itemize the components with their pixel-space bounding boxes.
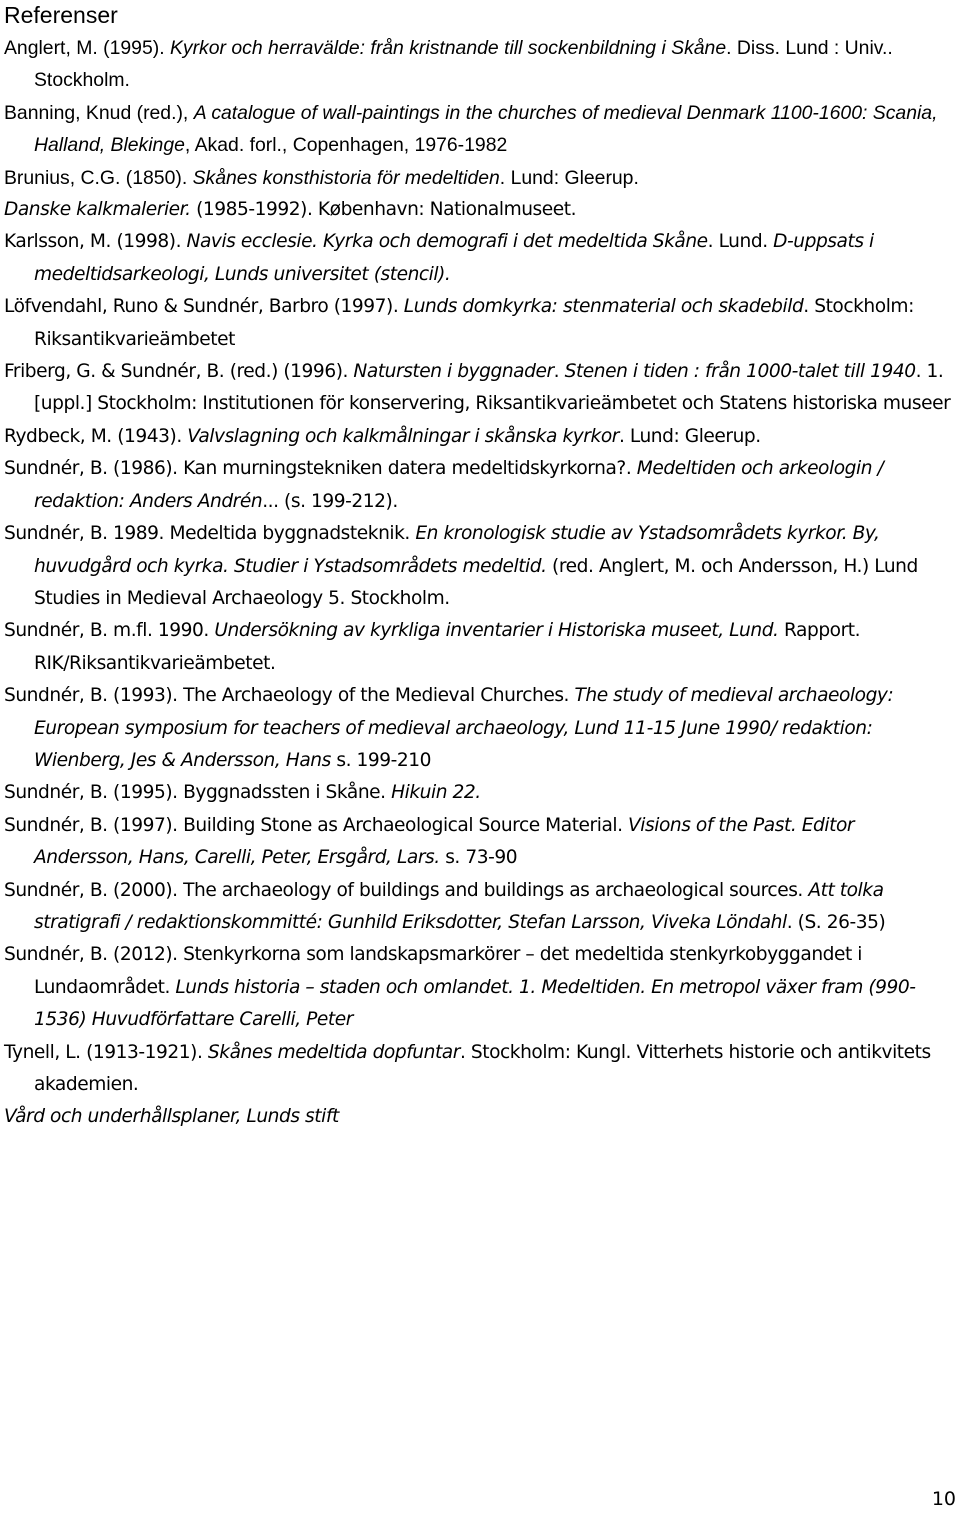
reference-text-segment: Sundnér, B. 1989. Medeltida byggnadsteknik. <box>4 523 416 545</box>
reference-title-segment: D-uppsats i medeltidsarkeologi, Lunds universitet (stencil). <box>34 231 874 285</box>
reference-text-segment: Sundnér, B. (2000). The archaeology of buildings and buildings as archaeological sources. <box>4 879 809 901</box>
reference-text-segment: . Stockholm: Kungl. Vitterhets historie och antikvitets akademien. <box>34 1041 931 1095</box>
reference-entry <box>0 32 956 97</box>
reference-title-segment: The study of medieval archaeology: European symposium for teachers of medieval archaeology, Lund 11-15 June 1990/ redaktion: Wienberg, Jes & Andersson, Hans <box>34 685 894 771</box>
reference-title-segment: Visions of the Past. Editor Andersson, Hans, Carelli, Peter, Ersgård, Lars. <box>34 814 855 869</box>
reference-text-segment: Anglert, M. (1995). <box>4 37 170 59</box>
reference-text-segment: Brunius, C.G. (1850). <box>4 166 193 189</box>
reference-text-segment: Tynell, L. (1913-1921). <box>4 1041 208 1063</box>
reference-text-segment: Sundnér, B. (1993). The Archaeology of the Medieval Churches. <box>4 685 575 707</box>
reference-title-segment: Natursten i byggnader <box>353 361 554 383</box>
reference-entry <box>0 615 956 680</box>
reference-text-segment: Rydbeck, M. (1943). <box>4 425 188 447</box>
reference-text-segment: Banning, Knud (red.), <box>4 101 194 124</box>
reference-entry <box>0 226 956 291</box>
reference-text-segment: . 1. [uppl.] Stockholm: Institutionen för konservering, Riksantikvarieämbetet och Statens historiska museer <box>34 361 951 415</box>
reference-entry <box>0 680 956 777</box>
reference-text-segment: Sundnér, B. (1986). Kan murningstekniken datera medeltidskyrkorna?. <box>4 458 637 480</box>
reference-entry <box>0 1101 956 1133</box>
reference-entry <box>0 1037 956 1102</box>
reference-text-segment: Rapport. RIK/Riksantikvarieämbetet. <box>34 620 861 674</box>
reference-title-segment: Att tolka stratigrafi / redaktionskommitté: Gunhild Eriksdotter, Stefan Larsson, Viveka Löndahl <box>34 879 884 933</box>
reference-title-segment: Lunds historia – staden och omlandet. 1. Medeltiden. En metropol växer fram (990-1536) Huvudförfattare Carelli, Peter <box>34 976 916 1031</box>
reference-title-segment: En kronologisk studie av Ystadsområdets kyrkor. By, huvudgård och kyrka. Studier i Ystadsområdets medeltid. <box>34 523 880 577</box>
reference-title-segment: Vård och underhållsplaner, Lunds stift <box>4 1106 339 1128</box>
reference-entry <box>0 356 956 421</box>
reference-text-segment: Sundnér, B. (1997). Building Stone as Archaeological Source Material. <box>4 814 629 836</box>
reference-entry <box>0 518 956 615</box>
reference-text-segment: Sundnér, B. (1995). Byggnadssten i Skåne. <box>4 782 392 804</box>
reference-text-segment: Karlsson, M. (1998). <box>4 231 187 253</box>
reference-text-segment: . <box>553 361 565 383</box>
reference-title-segment: Skånes medeltida dopfuntar <box>207 1041 460 1063</box>
reference-text-segment: . Lund: Gleerup. <box>499 166 639 189</box>
reference-text-segment: (1985-1992). København: Nationalmuseet. <box>190 199 577 221</box>
reference-text-segment: Sundnér, B. (2012). Stenkyrkorna som landskapsmarkörer – det medeltida stenkyrkobyggandet i Lundaområdet. <box>4 944 863 998</box>
reference-title-segment: Valvslagning och kalkmålningar i skånska kyrkor <box>187 425 619 447</box>
reference-text-segment: . Lund: Gleerup. <box>618 425 761 447</box>
reference-title-segment: Kyrkor och herravälde: från kristnande till sockenbildning i Skåne <box>169 37 727 59</box>
reference-title-segment: A catalogue of wall-paintings in the churches of medieval Denmark 1100-1600: Scania, Halland, Blekinge <box>34 101 938 157</box>
reference-text-segment: . (S. 26-35) <box>786 911 886 933</box>
reference-text-segment: ... (s. 199-212). <box>262 490 398 512</box>
reference-text-segment: , Akad. forl., Copenhagen, 1976-1982 <box>184 134 508 157</box>
reference-text-segment: Friberg, G. & Sundnér, B. (red.) (1996). <box>4 361 354 383</box>
reference-list <box>0 32 956 1134</box>
reference-entry <box>0 421 956 453</box>
reference-title-segment: Undersökning av kyrkliga inventarier i Historiska museet, Lund. <box>214 620 779 642</box>
reference-entry <box>0 194 956 226</box>
reference-entry <box>0 162 956 194</box>
reference-text-segment: Löfvendahl, Runo & Sundnér, Barbro (1997). <box>4 296 404 318</box>
reference-entry <box>0 875 956 940</box>
reference-title-segment: Hikuin 22. <box>391 782 481 804</box>
reference-text-segment: (red. Anglert, M. och Andersson, H.) Lund Studies in Medieval Archaeology 5. Stockholm. <box>34 555 918 609</box>
reference-text-segment: s. 199-210 <box>330 749 432 771</box>
reference-entry <box>0 97 956 162</box>
reference-title-segment: Navis ecclesie. Kyrka och demografi i det medeltida Skåne <box>186 231 708 253</box>
reference-entry <box>0 453 956 518</box>
reference-text-segment: s. 73-90 <box>439 847 518 869</box>
reference-text-segment: . Lund. <box>707 231 774 253</box>
page-title: Referenser <box>4 2 118 28</box>
reference-text-segment: . Diss. Lund : Univ.. Stockholm. <box>34 37 893 92</box>
reference-title-segment: Danske kalkmalerier. <box>4 199 191 221</box>
reference-text-segment: Sundnér, B. m.fl. 1990. <box>4 620 215 642</box>
reference-entry <box>0 777 956 809</box>
reference-title-segment: Lunds domkyrka: stenmaterial och skadebild <box>403 296 804 318</box>
reference-entry <box>0 291 956 356</box>
reference-entry <box>0 810 956 875</box>
reference-title-segment: Skånes konsthistoria för medeltiden <box>192 166 500 189</box>
reference-text-segment: . Stockholm: Riksantikvarieämbetet <box>34 296 914 350</box>
reference-title-segment: Medeltiden och arkeologin / redaktion: Anders Andrén <box>34 458 884 512</box>
reference-title-segment: Stenen i tiden : från 1000-talet till 1940 <box>564 361 916 383</box>
page-number: 10 <box>931 1488 956 1510</box>
reference-entry <box>0 939 956 1036</box>
